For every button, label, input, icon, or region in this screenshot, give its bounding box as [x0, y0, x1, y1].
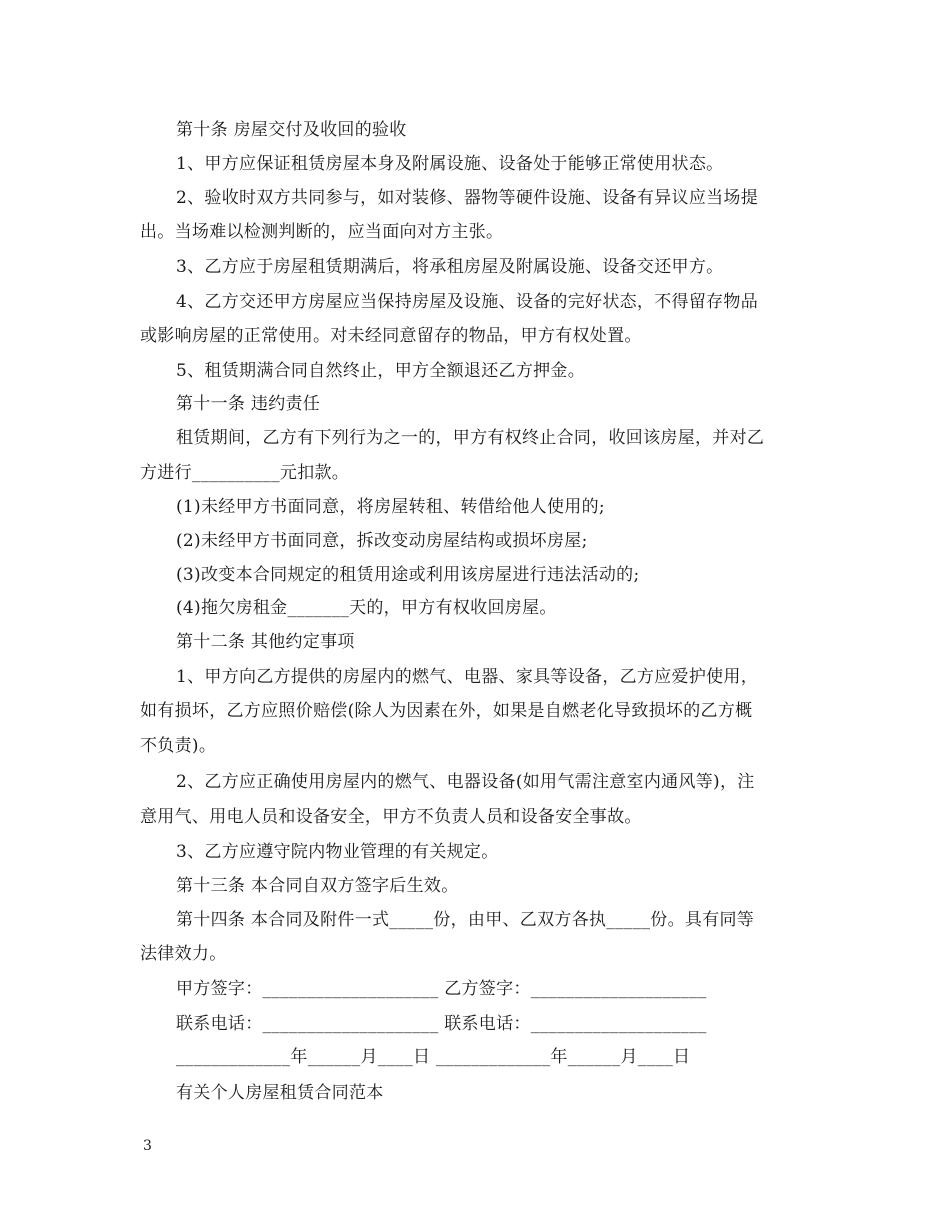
article-13-heading: 第十三条 本合同自双方签字后生效。: [176, 876, 459, 896]
article-11-heading: 第十一条 违约责任: [176, 394, 321, 414]
article-14-line: 第十四条 本合同及附件一式_____份，由甲、乙双方各执_____份。具有同等: [176, 910, 755, 930]
paragraph-line: 法律效力。: [140, 944, 227, 964]
paragraph-line: 如有损坏，乙方应照价赔偿(除人为因素在外，如果是自燃老化导致损坏的乙方概: [140, 701, 753, 721]
paragraph-line: 租赁期间，乙方有下列行为之一的，甲方有权终止合同，收回该房屋，并对乙: [176, 428, 765, 448]
paragraph-line: 或影响房屋的正常使用。对未经同意留存的物品，甲方有权处置。: [140, 326, 642, 346]
list-item: (1)未经甲方书面同意，将房屋转租、转借给他人使用的;: [176, 497, 605, 517]
paragraph-line: 2、乙方应正确使用房屋内的燃气、电器设备(如用气需注意室内通风等)，注: [176, 772, 755, 792]
paragraph-line: 3、乙方应遵守院内物业管理的有关规定。: [176, 842, 499, 862]
paragraph-line: 方进行__________元扣款。: [140, 463, 350, 483]
date-line: _____________年______月____日 _____________年______月____日: [176, 1047, 691, 1067]
list-item: (3)改变本合同规定的租赁用途或利用该房屋进行违法活动的;: [176, 565, 640, 585]
paragraph-line: 5、租赁期满合同自然终止，甲方全额退还乙方押金。: [176, 361, 586, 381]
article-10-heading: 第十条 房屋交付及收回的验收: [176, 120, 407, 140]
paragraph-line: 1、甲方向乙方提供的房屋内的燃气、电器、家具等设备，乙方应爱护使用，: [176, 667, 759, 687]
phone-line: 联系电话：____________________ 联系电话：____________________: [176, 1014, 707, 1034]
paragraph-line: 出。当场难以检测判断的，应当面向对方主张。: [140, 222, 504, 242]
signature-line: 甲方签字：____________________ 乙方签字：____________________: [176, 979, 707, 999]
article-12-heading: 第十二条 其他约定事项: [176, 632, 355, 652]
list-item: (4)拖欠房租金_______天的，甲方有权收回房屋。: [176, 598, 557, 618]
page-number: 3: [143, 1138, 152, 1154]
paragraph-line: 2、验收时双方共同参与，如对装修、器物等硬件设施、设备有异议应当场提: [176, 188, 759, 208]
paragraph-line: 3、乙方应于房屋租赁期满后，将承租房屋及附属设施、设备交还甲方。: [176, 257, 724, 277]
paragraph-line: 不负责)。: [140, 736, 217, 756]
paragraph-line: 意用气、用电人员和设备安全，甲方不负责人员和设备安全事故。: [140, 807, 642, 827]
list-item: (2)未经甲方书面同意，拆改变动房屋结构或损坏房屋;: [176, 531, 588, 551]
paragraph-line: 4、乙方交还甲方房屋应当保持房屋及设施、设备的完好状态，不得留存物品: [176, 292, 759, 312]
next-section-title: 有关个人房屋租赁合同范本: [176, 1083, 384, 1103]
paragraph-line: 1、甲方应保证租赁房屋本身及附属设施、设备处于能够正常使用状态。: [176, 154, 724, 174]
